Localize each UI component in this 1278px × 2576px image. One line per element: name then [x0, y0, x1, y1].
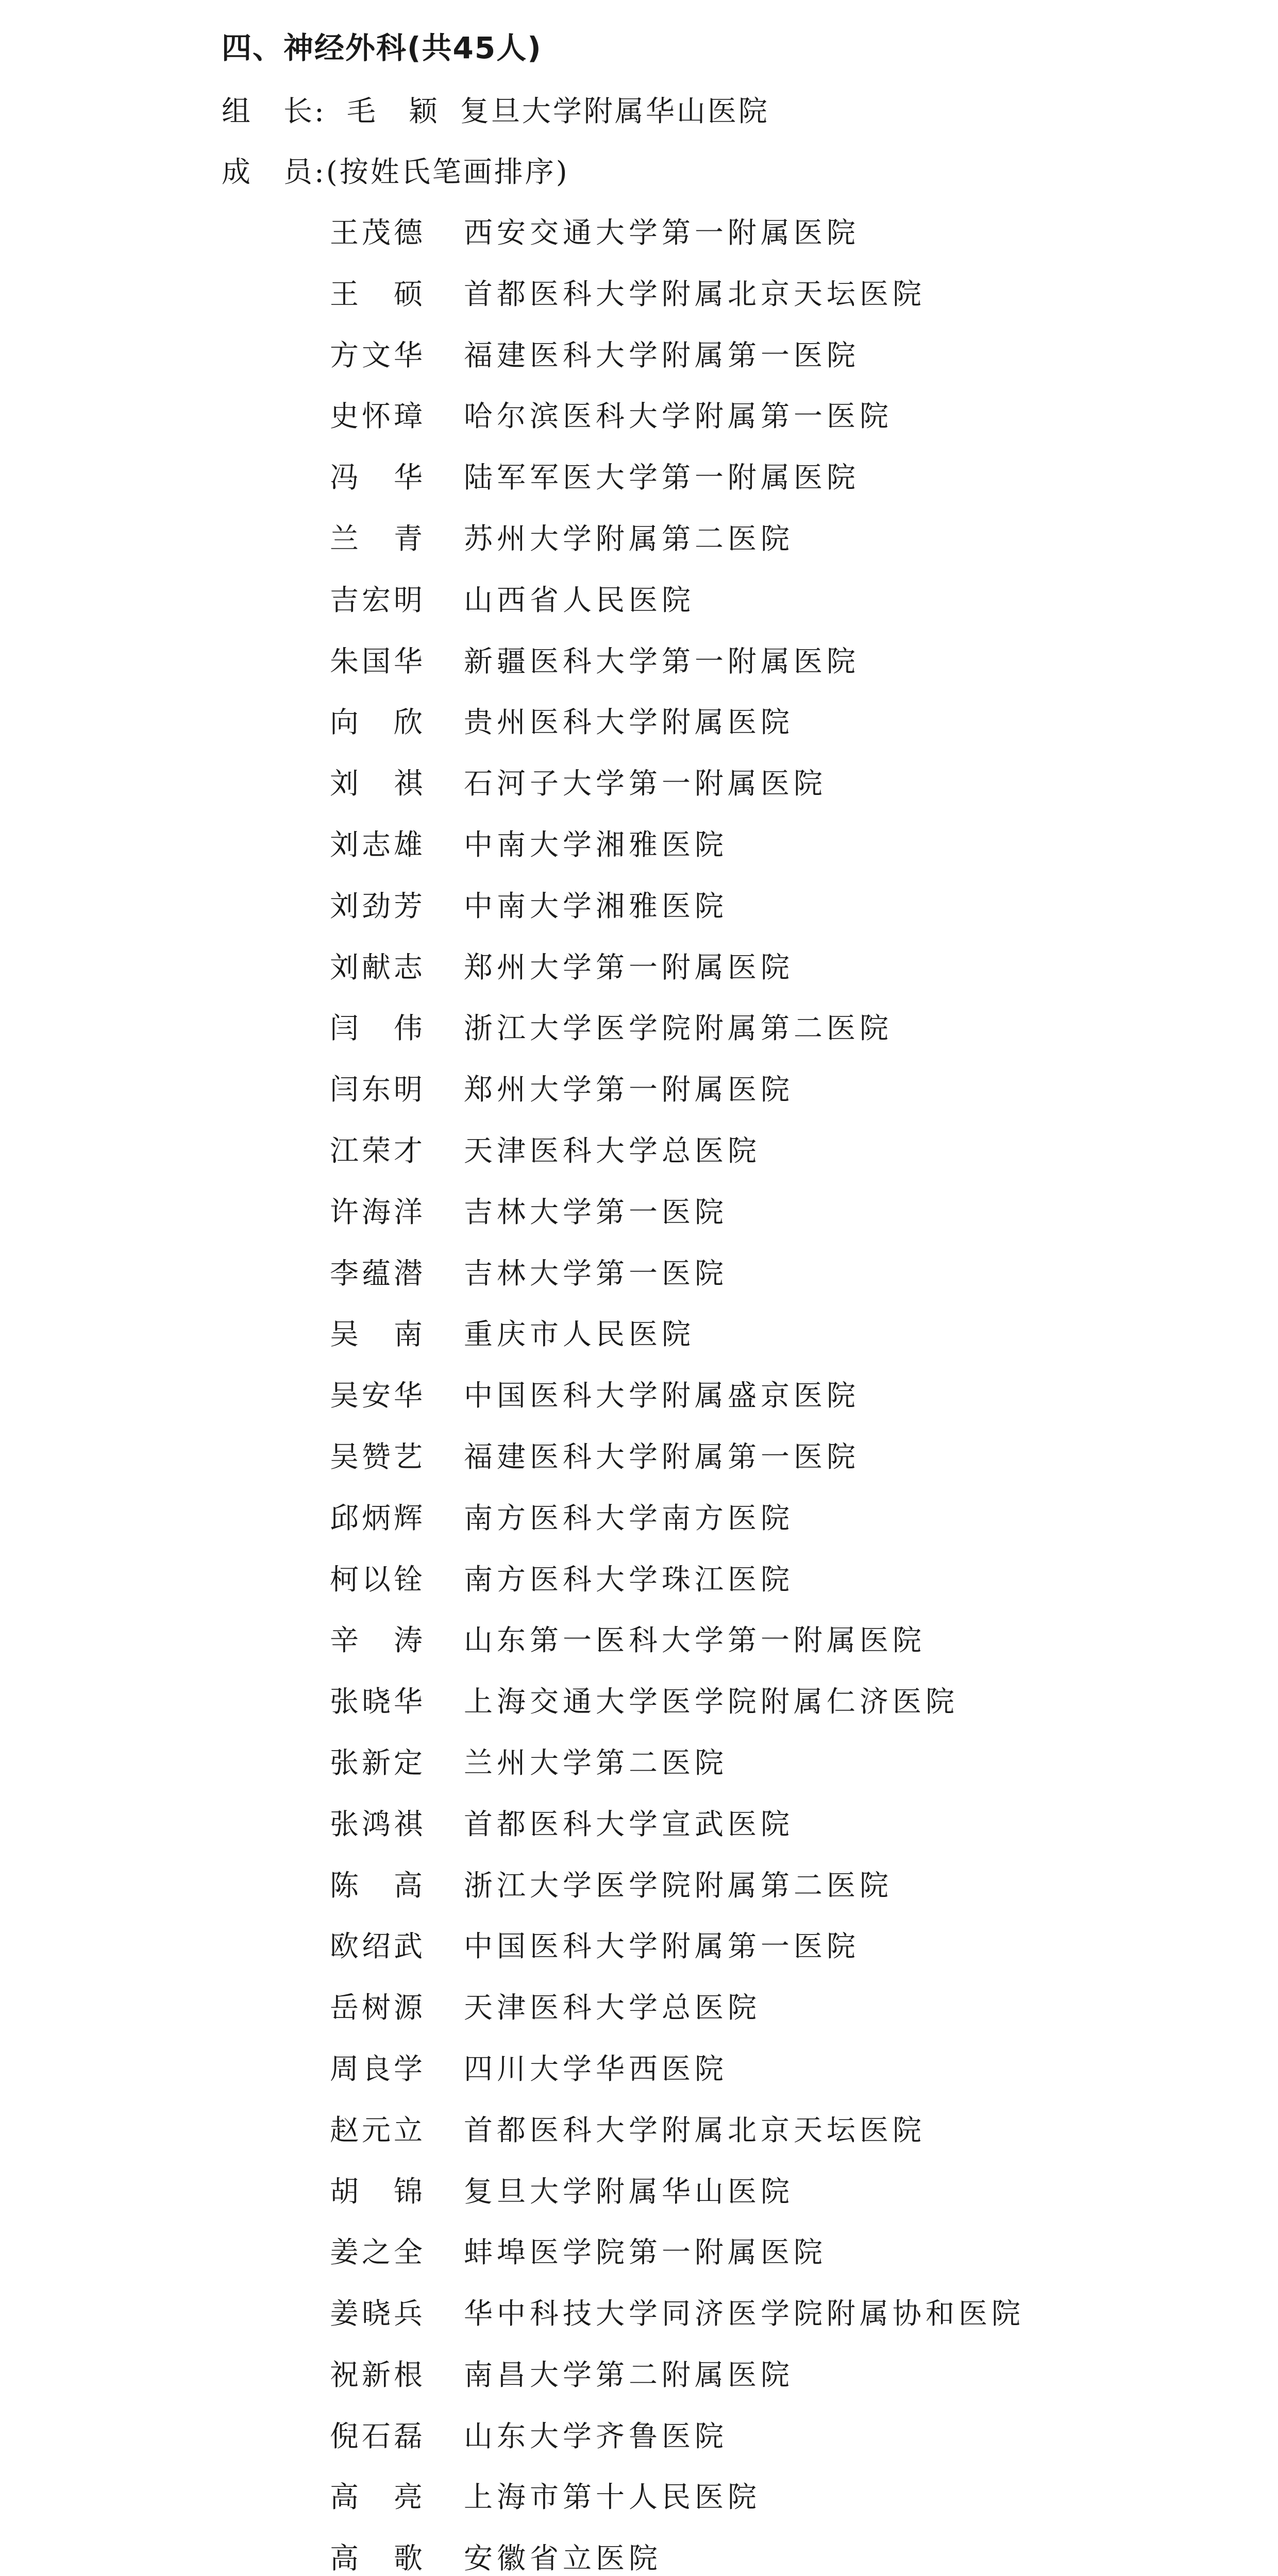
member-row — [330, 1672, 1154, 1733]
member-hospital: 浙江大学医学院附属第二医院 — [464, 1869, 893, 1903]
member-hospital: 西安交通大学第一附属医院 — [464, 216, 860, 250]
member-row — [330, 998, 1154, 1060]
member-hospital: 首都医科大学附属北京天坛医院 — [464, 2113, 926, 2147]
member-hospital: 浙江大学医学院附属第二医院 — [464, 1012, 893, 1046]
member-name: 倪石磊 — [330, 2419, 426, 2453]
member-hospital: 天津医科大学总医院 — [464, 1134, 761, 1168]
members-label: 成 员:(按姓氏笔画排序) — [222, 156, 569, 189]
member-name: 吴赞艺 — [330, 1440, 426, 1474]
member-hospital: 南方医科大学南方医院 — [464, 1501, 794, 1535]
member-row — [330, 692, 1154, 754]
member-hospital: 中国医科大学附属盛京医院 — [464, 1379, 860, 1413]
member-row — [330, 1244, 1154, 1305]
member-name: 张鸿祺 — [330, 1807, 426, 1841]
member-row — [330, 1917, 1154, 1978]
member-row — [330, 570, 1154, 632]
member-name: 张晓华 — [330, 1685, 426, 1719]
member-row — [330, 1304, 1154, 1366]
member-hospital: 郑州大学第一附属医院 — [464, 1073, 794, 1107]
member-name: 刘志雄 — [330, 828, 426, 862]
member-name: 祝新根 — [330, 2358, 426, 2392]
member-hospital: 山西省人民医院 — [464, 583, 695, 617]
member-hospital: 哈尔滨医科大学附属第一医院 — [464, 400, 893, 434]
member-row — [330, 1060, 1154, 1121]
member-row — [330, 2467, 1154, 2529]
member-name: 邱炳辉 — [330, 1501, 426, 1535]
member-name: 胡 锦 — [330, 2175, 426, 2209]
member-hospital: 吉林大学第一医院 — [464, 1257, 728, 1291]
member-hospital: 蚌埠医学院第一附属医院 — [464, 2236, 827, 2270]
member-name: 史怀璋 — [330, 400, 426, 434]
member-name: 闫 伟 — [330, 1012, 426, 1046]
member-row — [330, 1611, 1154, 1672]
member-hospital: 首都医科大学附属北京天坛医院 — [464, 277, 926, 311]
member-row — [330, 386, 1154, 448]
member-hospital: 苏州大学附属第二医院 — [464, 522, 794, 556]
member-row — [330, 815, 1154, 876]
member-row — [330, 1488, 1154, 1550]
member-name: 岳树源 — [330, 1991, 426, 2025]
member-row — [330, 1182, 1154, 1244]
member-hospital: 山东第一医科大学第一附属医院 — [464, 1624, 926, 1658]
member-hospital: 兰州大学第二医院 — [464, 1746, 728, 1780]
member-name: 柯以铨 — [330, 1563, 426, 1597]
member-row — [330, 2529, 1154, 2576]
member-name: 刘献志 — [330, 951, 426, 985]
member-name: 高 歌 — [330, 2542, 426, 2576]
member-hospital: 首都医科大学宣武医院 — [464, 1807, 794, 1841]
member-name: 姜之全 — [330, 2236, 426, 2270]
member-hospital: 郑州大学第一附属医院 — [464, 951, 794, 985]
member-name: 姜晓兵 — [330, 2297, 426, 2331]
member-row — [330, 632, 1154, 693]
member-hospital: 石河子大学第一附属医院 — [464, 767, 827, 801]
leader-label: 组 长: — [222, 95, 326, 128]
member-row — [330, 1794, 1154, 1856]
member-row — [330, 2100, 1154, 2162]
member-name: 王茂德 — [330, 216, 426, 250]
member-name: 闫东明 — [330, 1073, 426, 1107]
member-name: 刘 祺 — [330, 767, 426, 801]
leader-line — [222, 89, 769, 135]
member-hospital: 新疆医科大学第一附属医院 — [464, 645, 860, 679]
member-hospital: 山东大学齐鲁医院 — [464, 2419, 728, 2453]
member-hospital: 南方医科大学珠江医院 — [464, 1563, 794, 1597]
member-name: 辛 涛 — [330, 1624, 426, 1658]
member-name: 张新定 — [330, 1746, 426, 1780]
member-row — [330, 2162, 1154, 2223]
member-hospital: 福建医科大学附属第一医院 — [464, 1440, 860, 1474]
member-row — [330, 2284, 1154, 2345]
member-hospital: 上海市第十人民医院 — [464, 2481, 761, 2515]
member-row — [330, 2039, 1154, 2100]
member-hospital: 上海交通大学医学院附属仁济医院 — [464, 1685, 959, 1719]
member-hospital: 贵州医科大学附属医院 — [464, 706, 794, 740]
member-hospital: 华中科技大学同济医学院附属协和医院 — [464, 2297, 1024, 2331]
member-hospital: 中南大学湘雅医院 — [464, 889, 728, 923]
member-row — [330, 754, 1154, 815]
member-name: 江荣才 — [330, 1134, 426, 1168]
member-row — [330, 1366, 1154, 1427]
member-hospital: 中南大学湘雅医院 — [464, 828, 728, 862]
member-name: 刘劲芳 — [330, 889, 426, 923]
member-hospital: 重庆市人民医院 — [464, 1318, 695, 1352]
member-row — [330, 264, 1154, 326]
member-name: 王 硕 — [330, 277, 426, 311]
member-name: 赵元立 — [330, 2113, 426, 2147]
member-name: 李蕴潜 — [330, 1257, 426, 1291]
member-row — [330, 2406, 1154, 2468]
member-hospital: 陆军军医大学第一附属医院 — [464, 461, 860, 495]
member-name: 兰 青 — [330, 522, 426, 556]
member-row — [330, 509, 1154, 570]
member-name: 欧绍武 — [330, 1930, 426, 1964]
member-name: 吴 南 — [330, 1318, 426, 1352]
member-row — [330, 938, 1154, 999]
member-hospital: 安徽省立医院 — [464, 2542, 662, 2576]
section-heading: 四、神经外科(共45人) — [222, 30, 542, 65]
member-row — [330, 448, 1154, 509]
member-row — [330, 326, 1154, 387]
member-row — [330, 1121, 1154, 1182]
member-hospital: 福建医科大学附属第一医院 — [464, 338, 860, 372]
member-row — [330, 2345, 1154, 2406]
member-row — [330, 1978, 1154, 2039]
member-name: 朱国华 — [330, 645, 426, 679]
member-row — [330, 876, 1154, 938]
member-name: 向 欣 — [330, 706, 426, 740]
member-row — [330, 2223, 1154, 2284]
member-hospital: 天津医科大学总医院 — [464, 1991, 761, 2025]
member-name: 冯 华 — [330, 461, 426, 495]
member-name: 吴安华 — [330, 1379, 426, 1413]
member-row — [330, 1427, 1154, 1488]
member-name: 吉宏明 — [330, 583, 426, 617]
leader-name: 毛 颖 — [346, 95, 440, 128]
member-hospital: 四川大学华西医院 — [464, 2052, 728, 2086]
member-row — [330, 1550, 1154, 1611]
leader-hospital: 复旦大学附属华山医院 — [460, 95, 769, 128]
member-row — [330, 1733, 1154, 1794]
member-hospital: 复旦大学附属华山医院 — [464, 2175, 794, 2209]
member-row — [330, 203, 1154, 264]
member-row — [330, 1856, 1154, 1917]
member-hospital: 南昌大学第二附属医院 — [464, 2358, 794, 2392]
member-name: 高 亮 — [330, 2481, 426, 2515]
member-hospital: 吉林大学第一医院 — [464, 1195, 728, 1229]
member-name: 许海洋 — [330, 1195, 426, 1229]
member-name: 陈 高 — [330, 1869, 426, 1903]
member-list — [330, 203, 1154, 2576]
member-hospital: 中国医科大学附属第一医院 — [464, 1930, 860, 1964]
member-name: 方文华 — [330, 338, 426, 372]
member-name: 周良学 — [330, 2052, 426, 2086]
